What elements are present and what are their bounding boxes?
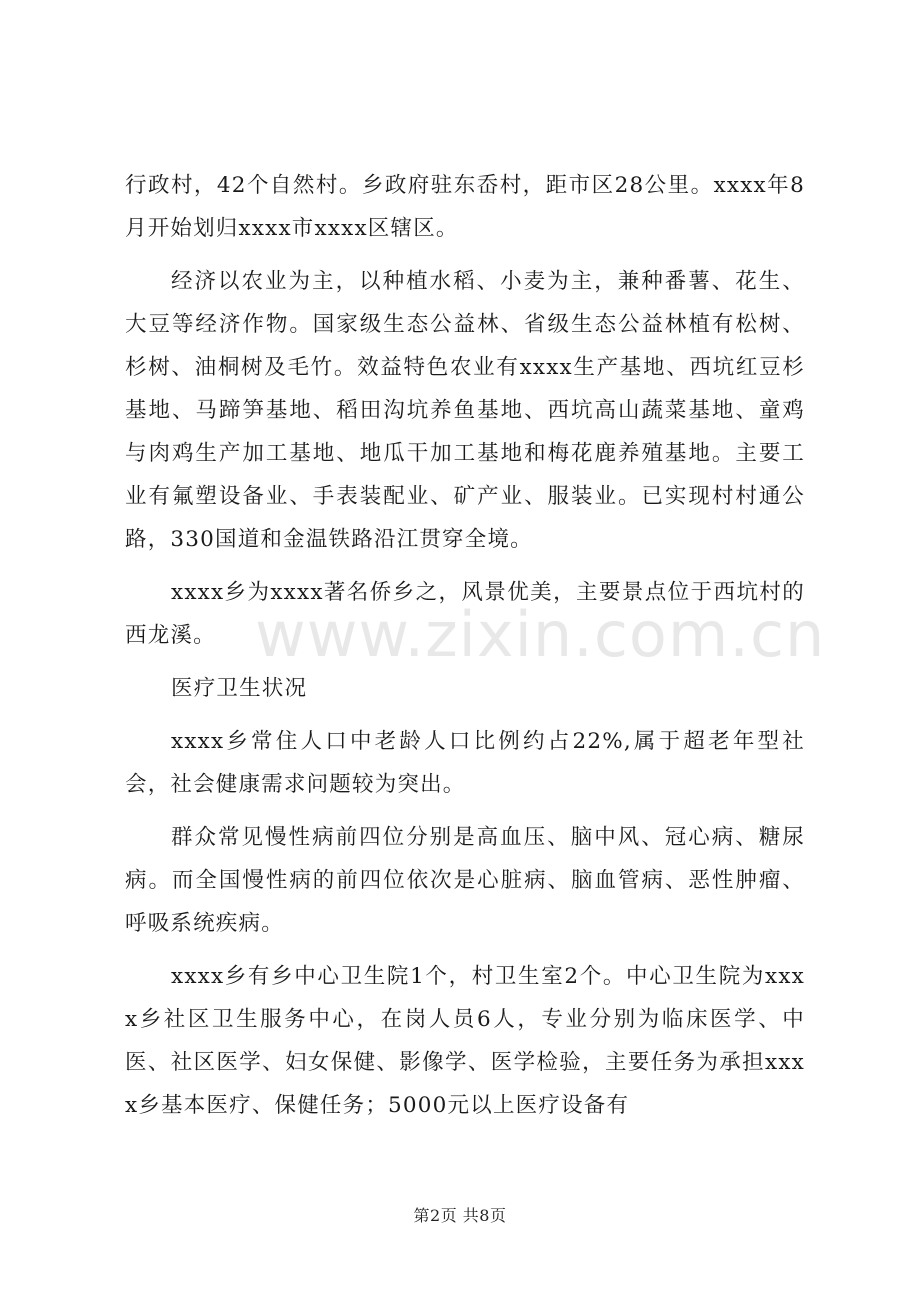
- paragraph: xxxx乡常住人口中老龄人口比例约占22%,属于超老年型社会，社会健康需求问题较为突出。: [125, 729, 805, 797]
- section-heading: 医疗卫生状况: [171, 676, 308, 701]
- page-footer: 第2页 共8页: [413, 1206, 507, 1225]
- paragraph: 群众常见慢性病前四位分别是高血压、脑中风、冠心病、糖尿病。而全国慢性病的前四位依次是心脏病、脑血管病、恶性肿瘤、呼吸系统疾病。: [125, 825, 805, 936]
- document-body: [125, 164, 805, 1127]
- watermark: www.zixin.com.cn: [255, 598, 826, 671]
- paragraph: 行政村，42个自然村。乡政府驻东岙村，距市区28公里。xxxx年8月开始划归xxxx市xxxx区辖区。: [125, 173, 805, 241]
- paragraph: xxxx乡为xxxx著名侨乡之，风景优美，主要景点位于西坑村的西龙溪。: [125, 580, 805, 648]
- paragraph: 经济以农业为主，以种植水稻、小麦为主，兼种番薯、花生、大豆等经济作物。国家级生态公益林、省级生态公益林植有松树、杉树、油桐树及毛竹。效益特色农业有xxxx生产基地、西坑红豆杉基地、马蹄笋基地、稻田沟坑养鱼基地、西坑高山蔬菜基地、童鸡与肉鸡生产加工基地、地瓜干加工基地和梅花鹿养殖基地。主要工业有氟塑设备业、手表装配业、矿产业、服装业。已实现村村通公路，330国道和金温铁路沿江贯穿全境。: [125, 269, 805, 552]
- paragraph: xxxx乡有乡中心卫生院1个，村卫生室2个。中心卫生院为xxxx乡社区卫生服务中心，在岗人员6人，专业分别为临床医学、中医、社区医学、妇女保健、影像学、医学检验，主要任务为承担xxxx乡基本医疗、保健任务；5000元以上医疗设备有: [125, 964, 805, 1118]
